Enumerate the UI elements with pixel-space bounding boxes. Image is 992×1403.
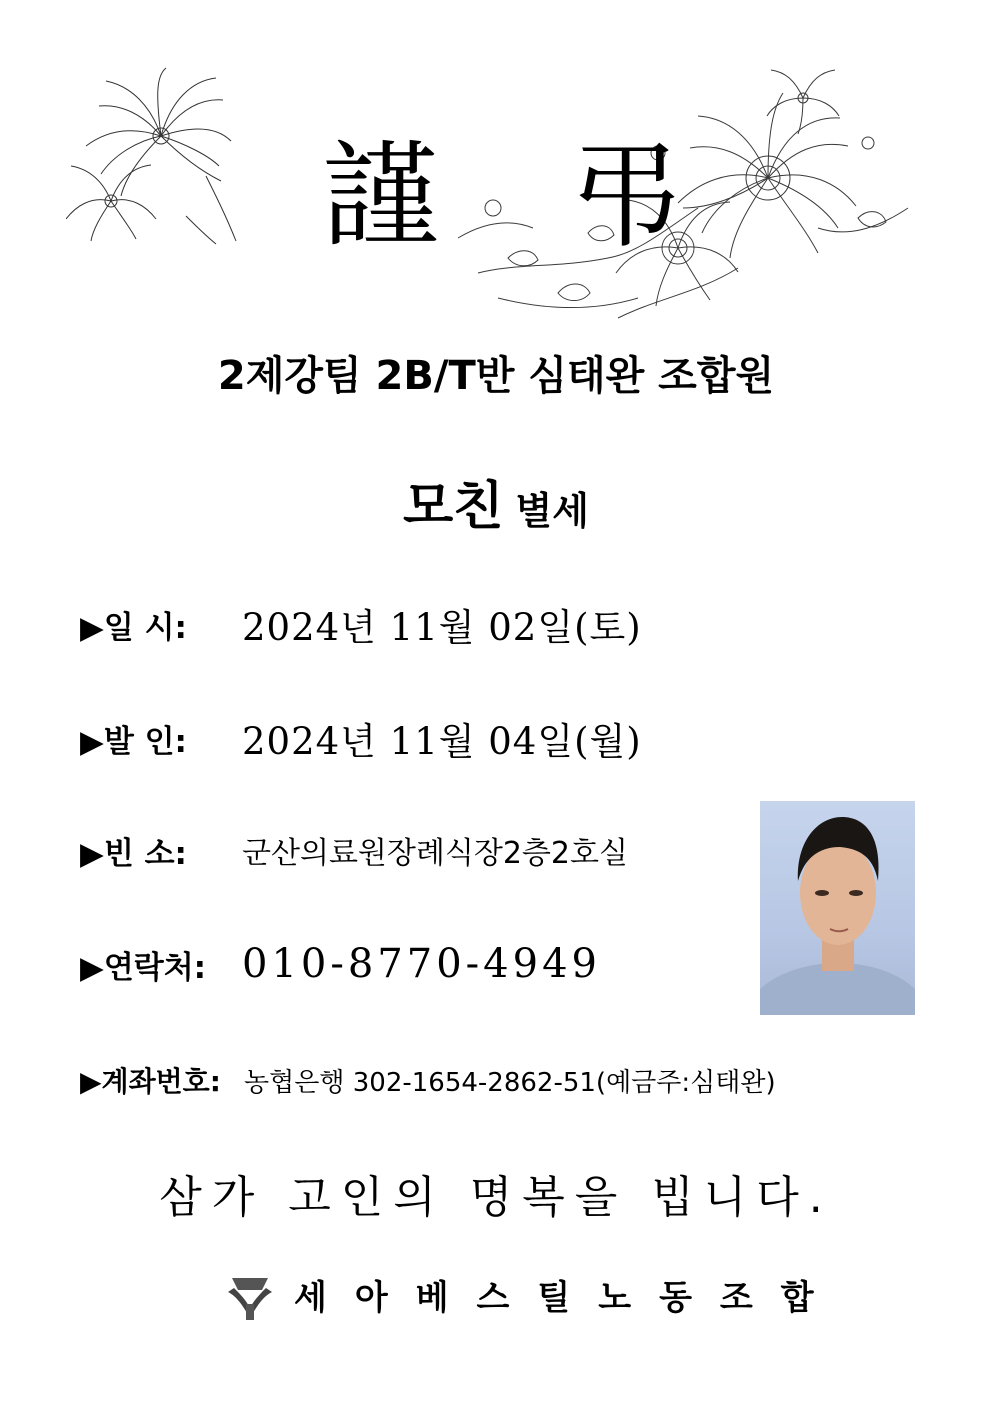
detail-row-venue	[80, 820, 628, 880]
detail-label: ▶빈 소:	[80, 835, 187, 872]
detail-value: 농협은행 302-1654-2862-51(예금주:심태완)	[244, 1067, 776, 1098]
detail-label: ▶연락처:	[80, 949, 207, 986]
detail-row-contact	[80, 934, 601, 994]
detail-label: ▶발 인:	[80, 723, 187, 760]
detail-value: 010-8770-4949	[242, 941, 601, 987]
detail-row-funeral	[80, 708, 642, 768]
relation-line	[0, 472, 992, 554]
relation-sub: 별세	[515, 489, 589, 533]
union-name: 세아베스틸노동조합	[294, 1278, 842, 1318]
detail-label: ▶계좌번호:	[80, 1065, 221, 1098]
detail-value: 2024년 11월 02일(토)	[242, 606, 642, 649]
relation-main: 모친	[403, 477, 504, 537]
deceased-line: 2제강팀 2B/T반 심태완 조합원	[217, 353, 775, 399]
union-signature	[0, 1266, 992, 1326]
union-logo-icon	[226, 1274, 274, 1322]
title-char-right: 弔	[568, 129, 684, 264]
detail-value: 2024년 11월 04일(월)	[242, 720, 642, 763]
detail-row-account	[80, 1050, 776, 1110]
title-char-left: 謹	[322, 129, 438, 264]
detail-label: ▶일 시:	[80, 609, 187, 646]
detail-row-date	[80, 594, 642, 654]
deceased-photo	[760, 801, 915, 1015]
mourning-title	[0, 122, 992, 272]
detail-value: 군산의료원장례식장2층2호실	[242, 836, 628, 871]
portrait-icon	[760, 801, 915, 1015]
closing-message: 삼가 고인의 명복을 빕니다.	[159, 1172, 833, 1223]
